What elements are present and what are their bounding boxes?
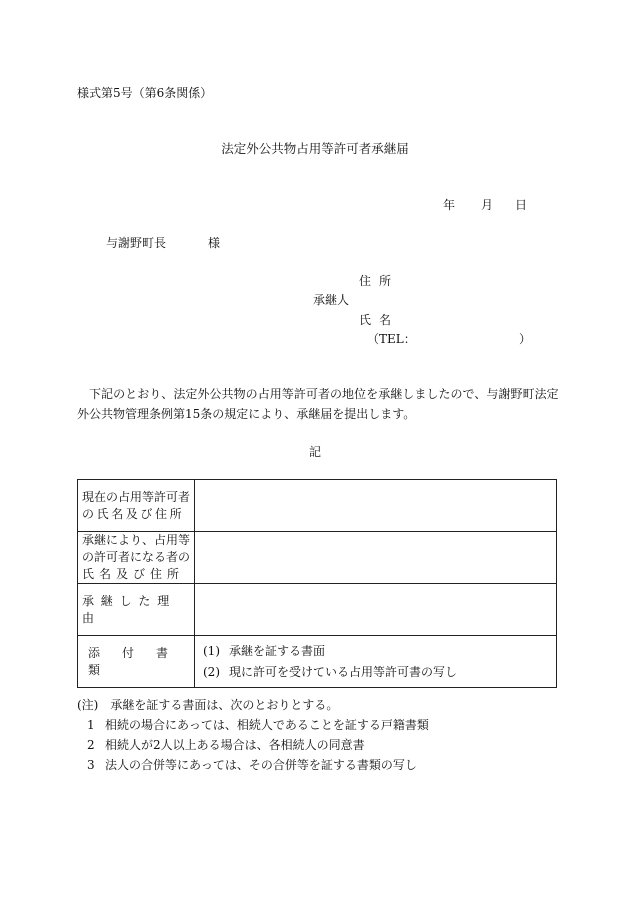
reason-value[interactable] <box>195 584 557 636</box>
note-item <box>87 718 429 732</box>
table-row <box>78 480 557 532</box>
ki-heading: 記 <box>308 445 321 459</box>
table-row <box>78 532 557 584</box>
body-text-line-1: 下記のとおり、法定外公共物の占用等許可者の地位を承継しましたので、与謝野町法定 <box>89 387 559 401</box>
note-item <box>87 738 365 752</box>
note-item <box>87 758 417 772</box>
attachment-item <box>195 662 556 683</box>
tel-label: （TEL： <box>367 332 416 346</box>
table-row <box>78 584 557 636</box>
successor-label: 承継人 <box>313 293 350 307</box>
current-holder-label <box>78 480 195 532</box>
date-day-label: 日 <box>515 198 528 212</box>
current-holder-label-line-2: の氏名及び住所 <box>82 506 185 521</box>
successor-holder-label-line-2: の許可者になる者の <box>82 550 191 564</box>
note-number: 3 <box>87 758 95 772</box>
note-text: 相続人が2人以上ある場合は、各相続人の同意書 <box>105 738 365 752</box>
attachment-text: 承継を証する書面 <box>229 643 326 658</box>
addressee-honorific: 様 <box>208 236 221 250</box>
tel-close-paren: ） <box>519 332 532 346</box>
note-text: 法人の合併等にあっては、その合併等を証する書類の写し <box>105 758 417 772</box>
addressee-name: 与謝野町長 <box>106 236 167 250</box>
date-month-label: 月 <box>481 198 494 212</box>
reason-label: 承継した理由 <box>78 584 195 636</box>
date-year-label: 年 <box>443 198 456 212</box>
attachment-number: (2) <box>203 664 220 679</box>
document-title: 法定外公共物占用等許可者承継届 <box>221 141 409 156</box>
body-text-line-2: 外公共物管理条例第15条の規定により、承継届を提出します。 <box>77 407 416 421</box>
attachment-item <box>195 641 556 662</box>
address-label: 住所 <box>359 274 400 288</box>
note-number: 1 <box>87 718 95 732</box>
notes-heading: (注) 承継を証する書面は、次のとおりとする。 <box>77 698 339 712</box>
attachments-value <box>195 636 557 688</box>
note-text: 相続の場合にあっては、相続人であることを証する戸籍書類 <box>105 718 429 732</box>
successor-holder-label <box>78 532 195 584</box>
attachment-text: 現に許可を受けている占用等許可書の写し <box>229 664 458 679</box>
attachments-label: 添付書類 <box>78 636 195 688</box>
attachment-number: (1) <box>203 643 220 658</box>
successor-holder-label-line-1: 承継により、占用等 <box>82 533 191 547</box>
note-number: 2 <box>87 738 95 752</box>
successor-holder-value[interactable] <box>195 532 557 584</box>
table-row <box>78 636 557 688</box>
details-table <box>77 479 557 688</box>
successor-holder-label-line-3: 氏名及び住所 <box>82 567 185 581</box>
current-holder-label-line-1: 現在の占用等許可者 <box>82 489 191 504</box>
current-holder-value[interactable] <box>195 480 557 532</box>
name-label: 氏名 <box>359 313 400 327</box>
form-number: 様式第5号（第6条関係） <box>77 86 213 100</box>
